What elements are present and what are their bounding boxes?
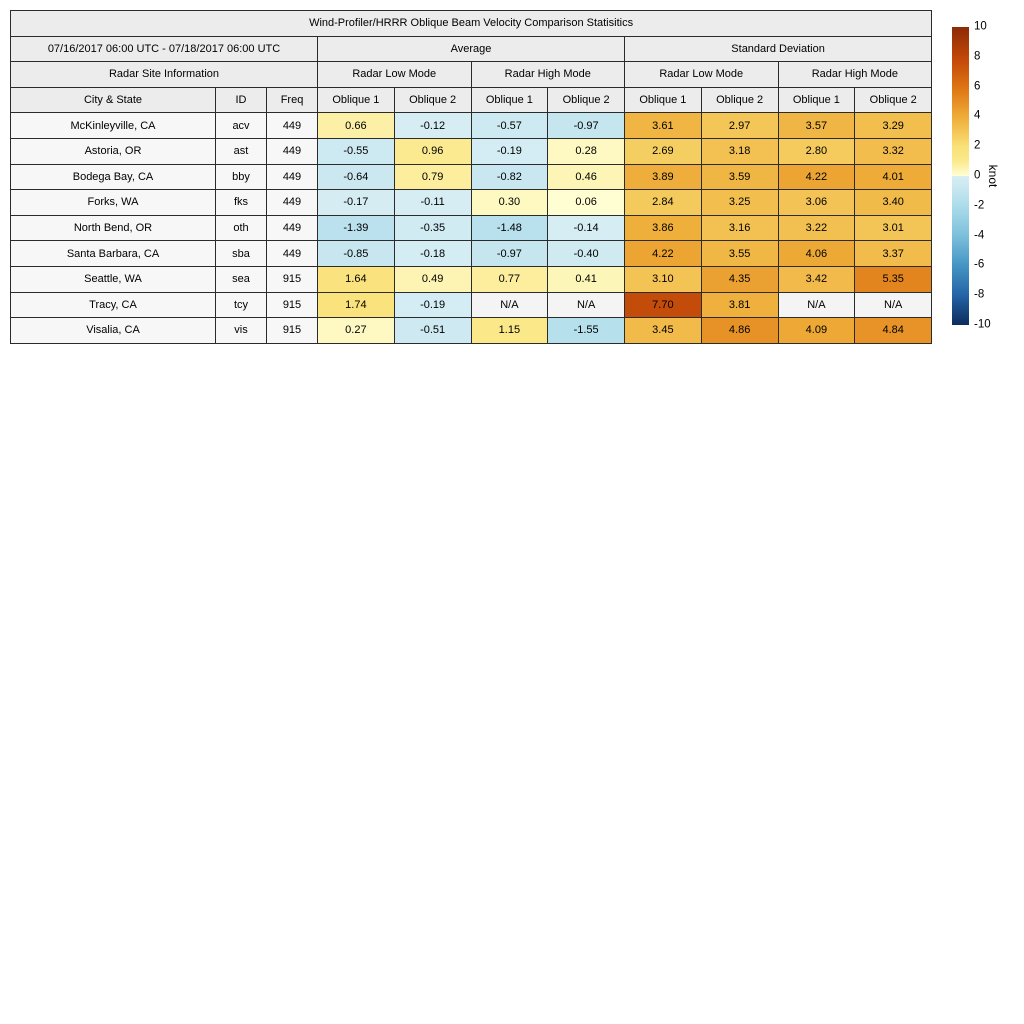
city-cell: Astoria, OR: [11, 138, 216, 164]
value-cell: -0.12: [394, 113, 471, 139]
value-cell: -0.57: [471, 113, 548, 139]
freq-cell: 449: [267, 241, 318, 267]
value-cell: 3.42: [778, 266, 855, 292]
site-id-cell: ast: [216, 138, 267, 164]
value-cell: -0.18: [394, 241, 471, 267]
value-cell: -1.55: [548, 318, 625, 344]
value-cell: 4.22: [625, 241, 702, 267]
value-cell: 0.06: [548, 190, 625, 216]
freq-cell: 449: [267, 215, 318, 241]
freq-cell: 449: [267, 113, 318, 139]
table-row: [11, 241, 932, 267]
value-cell: -0.17: [318, 190, 395, 216]
freq-cell: 449: [267, 138, 318, 164]
value-cell: 3.06: [778, 190, 855, 216]
colorbar-gradient: [952, 27, 969, 325]
value-cell: 4.86: [701, 318, 778, 344]
freq-cell: 915: [267, 318, 318, 344]
colorbar-tick-label: 10: [974, 20, 987, 33]
mode-header-avg-low: Radar Low Mode: [318, 62, 472, 88]
value-cell: 1.64: [318, 266, 395, 292]
value-cell: -0.19: [394, 292, 471, 318]
value-cell: 1.15: [471, 318, 548, 344]
value-cell: 4.09: [778, 318, 855, 344]
value-cell: N/A: [855, 292, 932, 318]
value-cell: 3.57: [778, 113, 855, 139]
value-cell: -0.82: [471, 164, 548, 190]
value-cell: -0.97: [548, 113, 625, 139]
city-cell: Visalia, CA: [11, 318, 216, 344]
value-cell: 0.28: [548, 138, 625, 164]
value-cell: 0.49: [394, 266, 471, 292]
value-cell: 0.79: [394, 164, 471, 190]
value-cell: 5.35: [855, 266, 932, 292]
value-cell: 4.01: [855, 164, 932, 190]
value-cell: 3.16: [701, 215, 778, 241]
site-id-cell: sba: [216, 241, 267, 267]
value-cell: 0.27: [318, 318, 395, 344]
value-cell: 0.77: [471, 266, 548, 292]
col-header-freq: Freq: [267, 87, 318, 113]
city-cell: Seattle, WA: [11, 266, 216, 292]
value-cell: 3.25: [701, 190, 778, 216]
value-cell: 2.84: [625, 190, 702, 216]
col-header-oblique: Oblique 2: [394, 87, 471, 113]
mode-header-std-high: Radar High Mode: [778, 62, 932, 88]
value-cell: 3.55: [701, 241, 778, 267]
colorbar-tick-label: -2: [974, 199, 985, 212]
value-cell: 2.69: [625, 138, 702, 164]
value-cell: 7.70: [625, 292, 702, 318]
table-row: [11, 318, 932, 344]
colorbar-tick-label: -6: [974, 258, 985, 271]
city-cell: Tracy, CA: [11, 292, 216, 318]
stats-table: [10, 10, 932, 344]
colorbar-tick-label: -8: [974, 288, 985, 301]
city-cell: Bodega Bay, CA: [11, 164, 216, 190]
value-cell: N/A: [548, 292, 625, 318]
table-row: [11, 113, 932, 139]
site-id-cell: vis: [216, 318, 267, 344]
group-header-average: Average: [318, 36, 625, 62]
col-header-city: City & State: [11, 87, 216, 113]
value-cell: 3.40: [855, 190, 932, 216]
value-cell: -1.48: [471, 215, 548, 241]
column-header-row: [11, 87, 932, 113]
value-cell: -0.11: [394, 190, 471, 216]
col-header-oblique: Oblique 2: [855, 87, 932, 113]
colorbar-tick-label: 0: [974, 169, 981, 182]
value-cell: N/A: [471, 292, 548, 318]
mode-header-row: [11, 62, 932, 88]
value-cell: 3.18: [701, 138, 778, 164]
value-cell: 3.32: [855, 138, 932, 164]
table-row: [11, 138, 932, 164]
value-cell: 3.86: [625, 215, 702, 241]
colorbar-tick-label: 2: [974, 139, 981, 152]
col-header-oblique: Oblique 1: [318, 87, 395, 113]
value-cell: -0.64: [318, 164, 395, 190]
value-cell: 0.96: [394, 138, 471, 164]
site-id-cell: fks: [216, 190, 267, 216]
value-cell: 0.66: [318, 113, 395, 139]
value-cell: 3.45: [625, 318, 702, 344]
colorbar-tick-label: 6: [974, 79, 981, 92]
city-cell: Forks, WA: [11, 190, 216, 216]
col-header-oblique: Oblique 1: [778, 87, 855, 113]
value-cell: N/A: [778, 292, 855, 318]
value-cell: 3.59: [701, 164, 778, 190]
table-row: [11, 164, 932, 190]
freq-cell: 449: [267, 164, 318, 190]
col-header-id: ID: [216, 87, 267, 113]
site-id-cell: acv: [216, 113, 267, 139]
city-cell: North Bend, OR: [11, 215, 216, 241]
value-cell: -0.19: [471, 138, 548, 164]
value-cell: 3.29: [855, 113, 932, 139]
value-cell: 3.22: [778, 215, 855, 241]
group-header-stddev: Standard Deviation: [625, 36, 932, 62]
value-cell: -1.39: [318, 215, 395, 241]
value-cell: 4.35: [701, 266, 778, 292]
value-cell: -0.35: [394, 215, 471, 241]
title-row: [11, 11, 932, 37]
table-row: [11, 215, 932, 241]
value-cell: -0.97: [471, 241, 548, 267]
colorbar-tick-label: 8: [974, 50, 981, 63]
value-cell: -0.85: [318, 241, 395, 267]
value-cell: 2.80: [778, 138, 855, 164]
date-range: 07/16/2017 06:00 UTC - 07/18/2017 06:00 UTC: [11, 36, 318, 62]
col-header-oblique: Oblique 2: [548, 87, 625, 113]
col-header-oblique: Oblique 1: [625, 87, 702, 113]
site-id-cell: sea: [216, 266, 267, 292]
value-cell: 1.74: [318, 292, 395, 318]
colorbar-tick-label: 4: [974, 109, 981, 122]
value-cell: 4.06: [778, 241, 855, 267]
value-cell: 0.30: [471, 190, 548, 216]
mode-header-avg-high: Radar High Mode: [471, 62, 625, 88]
site-id-cell: tcy: [216, 292, 267, 318]
value-cell: 0.46: [548, 164, 625, 190]
freq-cell: 915: [267, 266, 318, 292]
value-cell: 3.10: [625, 266, 702, 292]
site-info-header: Radar Site Information: [11, 62, 318, 88]
city-cell: McKinleyville, CA: [11, 113, 216, 139]
value-cell: 0.41: [548, 266, 625, 292]
value-cell: 4.84: [855, 318, 932, 344]
site-id-cell: bby: [216, 164, 267, 190]
site-id-cell: oth: [216, 215, 267, 241]
value-cell: 3.81: [701, 292, 778, 318]
colorbar-tick-label: -10: [974, 318, 991, 331]
value-cell: 3.37: [855, 241, 932, 267]
value-cell: 4.22: [778, 164, 855, 190]
col-header-oblique: Oblique 2: [701, 87, 778, 113]
value-cell: -0.55: [318, 138, 395, 164]
city-cell: Santa Barbara, CA: [11, 241, 216, 267]
value-cell: 2.97: [701, 113, 778, 139]
freq-cell: 449: [267, 190, 318, 216]
colorbar-unit-label: knot: [986, 164, 1000, 188]
value-cell: 3.61: [625, 113, 702, 139]
mode-header-std-low: Radar Low Mode: [625, 62, 779, 88]
table-title: Wind-Profiler/HRRR Oblique Beam Velocity Comparison Statisitics: [11, 11, 932, 37]
table-row: [11, 190, 932, 216]
freq-cell: 915: [267, 292, 318, 318]
value-cell: 3.89: [625, 164, 702, 190]
value-cell: -0.51: [394, 318, 471, 344]
table-row: [11, 266, 932, 292]
value-cell: -0.14: [548, 215, 625, 241]
value-cell: -0.40: [548, 241, 625, 267]
table-row: [11, 292, 932, 318]
value-cell: 3.01: [855, 215, 932, 241]
group-header-row: [11, 36, 932, 62]
colorbar-tick-label: -4: [974, 228, 985, 241]
col-header-oblique: Oblique 1: [471, 87, 548, 113]
